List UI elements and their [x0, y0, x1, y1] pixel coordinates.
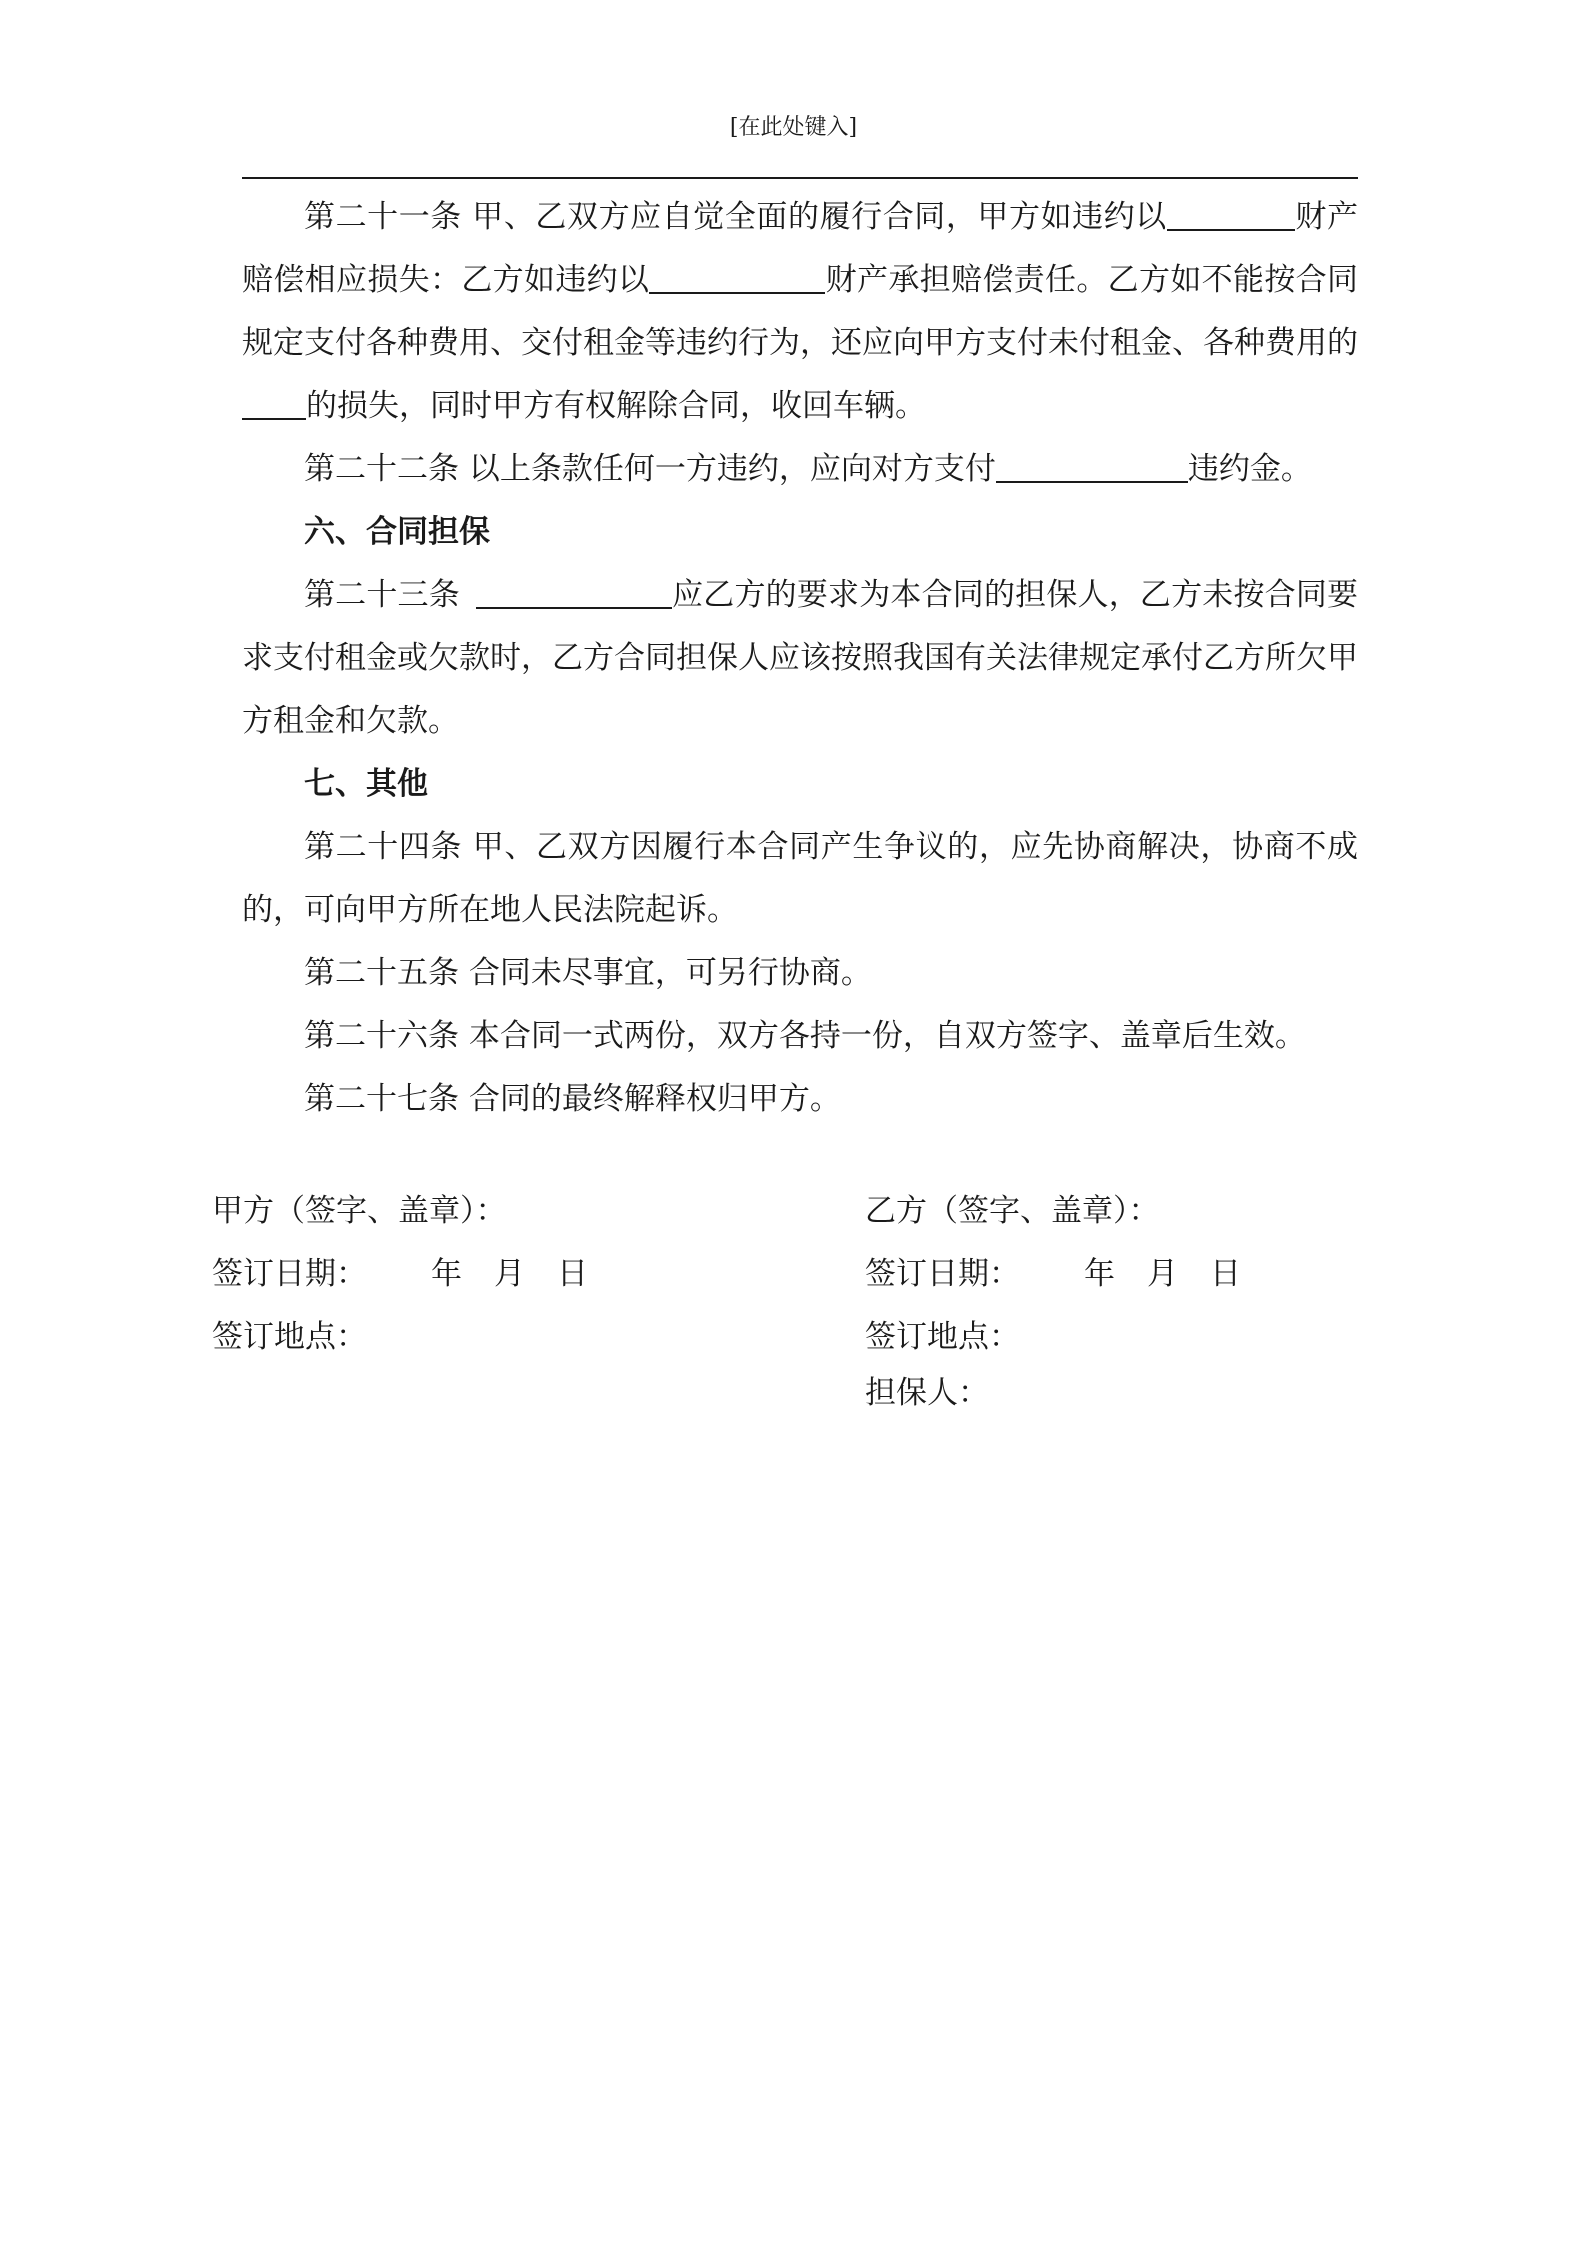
article-21-part1: 第二十一条 甲、乙双方应自觉全面的履行合同，甲方如违约以 [304, 199, 1167, 235]
guarantor-label: 担保人： [865, 1375, 989, 1411]
header-divider [242, 177, 1358, 179]
party-a-place: 签订地点： [212, 1319, 367, 1355]
blank-field[interactable] [1167, 199, 1295, 231]
party-a-signature-block [212, 1180, 812, 1369]
article-22-part1: 第二十二条 以上条款任何一方违约，应向对方支付 [304, 451, 996, 487]
party-b-label: 乙方（签字、盖章）： [865, 1193, 1160, 1229]
blank-field[interactable] [996, 451, 1188, 483]
date-label: 签订日期： [865, 1256, 1020, 1292]
month-label: 月 [1147, 1256, 1178, 1292]
section-heading-guarantee: 六、合同担保 [304, 514, 490, 550]
date-label: 签订日期： [212, 1256, 367, 1292]
article-23-part2: 应乙方的要求为本合同的担保人，乙方未按合同要求支付租金或欠款时，乙方合同担保人应该按照我国有关法律规定承付乙方所欠甲方租金和欠款。 [242, 577, 1359, 739]
article-27: 第二十七条 合同的最终解释权归甲方。 [304, 1081, 841, 1117]
article-22 [242, 438, 1358, 501]
day-label: 日 [557, 1256, 588, 1292]
blank-field[interactable] [649, 262, 825, 294]
article-21-part4: 的损失，同时甲方有权解除合同，收回车辆。 [306, 388, 926, 424]
section-heading-other: 七、其他 [304, 766, 428, 802]
day-label: 日 [1210, 1256, 1241, 1292]
contract-body [242, 186, 1358, 1131]
month-label: 月 [494, 1256, 525, 1292]
blank-field[interactable] [476, 577, 672, 609]
article-23-part1: 第二十三条 [304, 577, 460, 613]
article-21-part2: 财产赔偿相应损失：乙方如违约以 [242, 199, 1359, 298]
party-a-date [212, 1243, 812, 1306]
year-label: 年 [431, 1256, 462, 1292]
page-header: [在此处键入] [729, 115, 858, 140]
party-b-place: 签订地点： [865, 1319, 1020, 1355]
party-b-date [865, 1243, 1385, 1306]
article-24: 第二十四条 甲、乙双方因履行本合同产生争议的，应先协商解决，协商不成的，可向甲方所在地人民法院起诉。 [242, 829, 1358, 928]
article-21-part3: 财产承担赔偿责任。乙方如不能按合同规定支付各种费用、交付租金等违约行为，还应向甲方支付未付租金、各种费用的 [242, 262, 1359, 361]
article-22-part2: 违约金。 [1187, 451, 1312, 487]
party-a-label: 甲方（签字、盖章）： [212, 1193, 507, 1229]
blank-field[interactable] [242, 388, 306, 420]
article-21 [242, 186, 1358, 438]
article-23 [242, 564, 1358, 753]
article-25: 第二十五条 合同未尽事宜，可另行协商。 [304, 955, 872, 991]
party-b-signature-block [865, 1180, 1385, 1417]
article-26: 第二十六条 本合同一式两份，双方各持一份，自双方签字、盖章后生效。 [304, 1018, 1306, 1054]
year-label: 年 [1084, 1256, 1115, 1292]
